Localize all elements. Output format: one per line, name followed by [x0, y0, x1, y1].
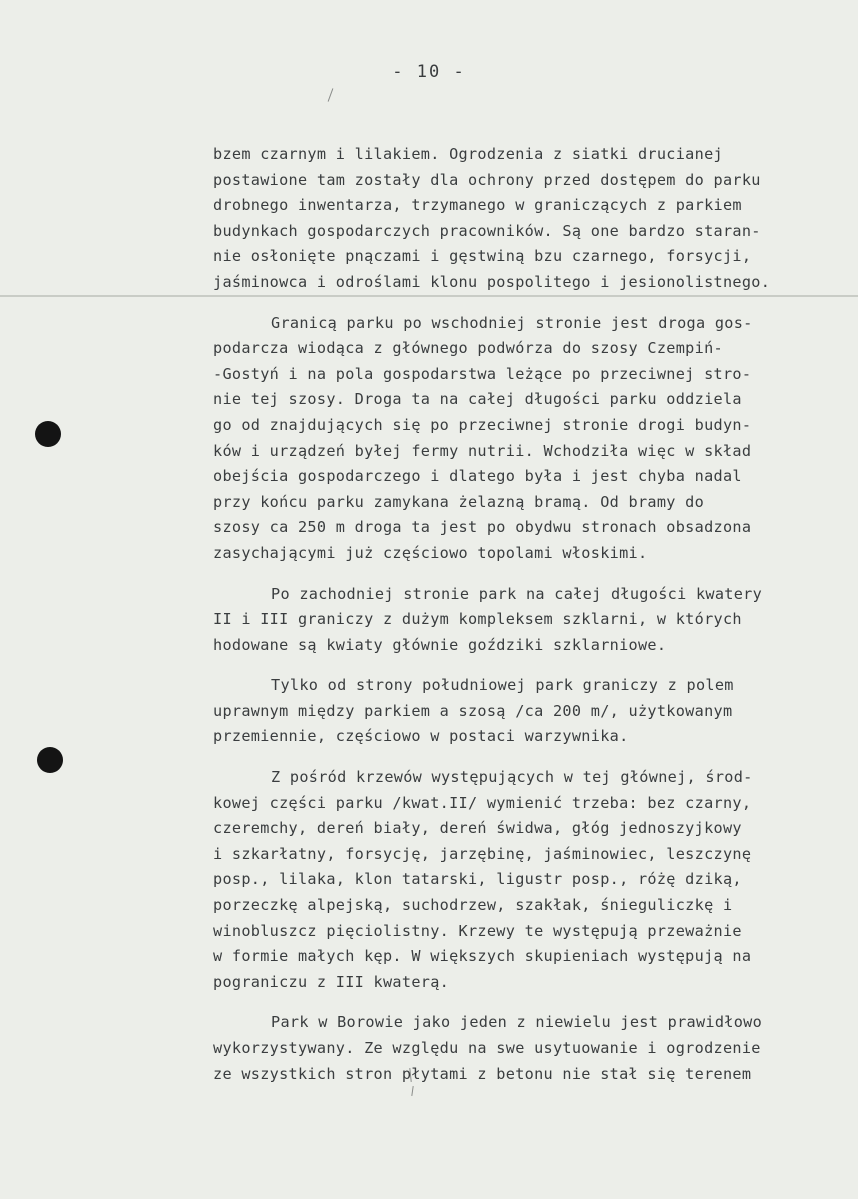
text-line: posp., lilaka, klon tatarski, ligustr posp., różę dziką,: [213, 870, 742, 889]
text-line: nie osłonięte pnączami i gęstwiną bzu czarnego, forsycji,: [213, 247, 752, 266]
paragraph-gap: [213, 658, 853, 673]
text-line: Z pośród krzewów występujących w tej głównej, środ-: [271, 768, 753, 787]
paragraph-gap: [213, 750, 853, 765]
paragraph: [213, 142, 853, 296]
text-line: uprawnym między parkiem a szosą /ca 200 m/, użytkowanym: [213, 701, 733, 720]
paragraph: [213, 1010, 853, 1087]
text-line: porzeczkę alpejską, suchodrzew, szakłak, śnieguliczkę i: [213, 896, 733, 915]
pen-mark: [411, 1086, 413, 1096]
text-line: przy końcu parku zamykana żelazną bramą. Od bramy do: [213, 492, 705, 511]
paragraph-gap: [213, 995, 853, 1010]
text-line: winobluszcz pięciolistny. Krzewy te występują przeważnie: [213, 921, 742, 940]
paragraph-gap: [213, 567, 853, 582]
text-line: podarcza wiodąca z głównego podwórza do szosy Czempiń-: [213, 339, 723, 358]
punch-hole-upper: [35, 421, 61, 447]
text-line: drobnego inwentarza, trzymanego w graniczących z parkiem: [213, 196, 742, 215]
text-line: i szkarłatny, forsycję, jarzębinę, jaśminowiec, leszczynę: [213, 844, 752, 863]
text-line: -Gostyń i na pola gospodarstwa leżące po przeciwnej stro-: [213, 364, 752, 383]
text-line: kowej części parku /kwat.II/ wymienić trzeba: bez czarny,: [213, 793, 752, 812]
punch-hole-lower: [37, 747, 63, 773]
paragraph: [213, 673, 853, 750]
text-line: Park w Borowie jako jeden z niewielu jest prawidłowo: [271, 1013, 763, 1032]
paragraph: [213, 765, 853, 995]
text-line: Po zachodniej stronie park na całej długości kwatery: [271, 584, 763, 603]
text-line: obejścia gospodarczego i dlatego była i jest chyba nadal: [213, 467, 742, 486]
paragraph-gap: [213, 296, 853, 311]
text-line: go od znajdujących się po przeciwnej stronie drogi budyn-: [213, 415, 752, 434]
text-line: Granicą parku po wschodniej stronie jest droga gos-: [271, 313, 753, 332]
text-line: w formie małych kęp. W większych skupieniach występują na: [213, 947, 752, 966]
pen-mark: [328, 88, 334, 101]
text-line: pograniczu z III kwaterą.: [213, 972, 450, 991]
text-line: postawione tam zostały dla ochrony przed dostępem do parku: [213, 170, 761, 189]
text-line: ze wszystkich stron płytami z betonu nie stał się terenem: [213, 1064, 752, 1083]
text-line: przemiennie, częściowo w postaci warzywnika.: [213, 727, 629, 746]
text-line: bzem czarnym i lilakiem. Ogrodzenia z siatki drucianej: [213, 145, 723, 163]
paragraph: [213, 582, 853, 659]
text-line: szosy ca 250 m droga ta jest po obydwu stronach obsadzona: [213, 518, 752, 537]
text-line: ków i urządzeń byłej fermy nutrii. Wchodziła więc w skład: [213, 441, 752, 460]
text-line: budynkach gospodarczych pracowników. Są one bardzo staran-: [213, 221, 761, 240]
page-number: - 10 -: [392, 62, 466, 82]
text-line: wykorzystywany. Ze względu na swe usytuowanie i ogrodzenie: [213, 1039, 761, 1057]
text-line: czeremchy, dereń biały, dereń świdwa, głóg jednoszyjkowy: [213, 819, 742, 838]
typed-text-body: [213, 142, 853, 1087]
text-line: Tylko od strony południowej park graniczy z polem: [271, 676, 734, 695]
paragraph: [213, 311, 853, 567]
text-line: jaśminowca i odroślami klonu pospolitego i jesionolistnego.: [213, 272, 771, 291]
text-line: zasychającymi już częściowo topolami włoskimi.: [213, 543, 648, 562]
text-line: nie tej szosy. Droga ta na całej długości parku oddziela: [213, 390, 742, 409]
text-line: hodowane są kwiaty głównie goździki szklarniowe.: [213, 635, 667, 654]
text-line: II i III graniczy z dużym kompleksem szklarni, w których: [213, 610, 742, 629]
